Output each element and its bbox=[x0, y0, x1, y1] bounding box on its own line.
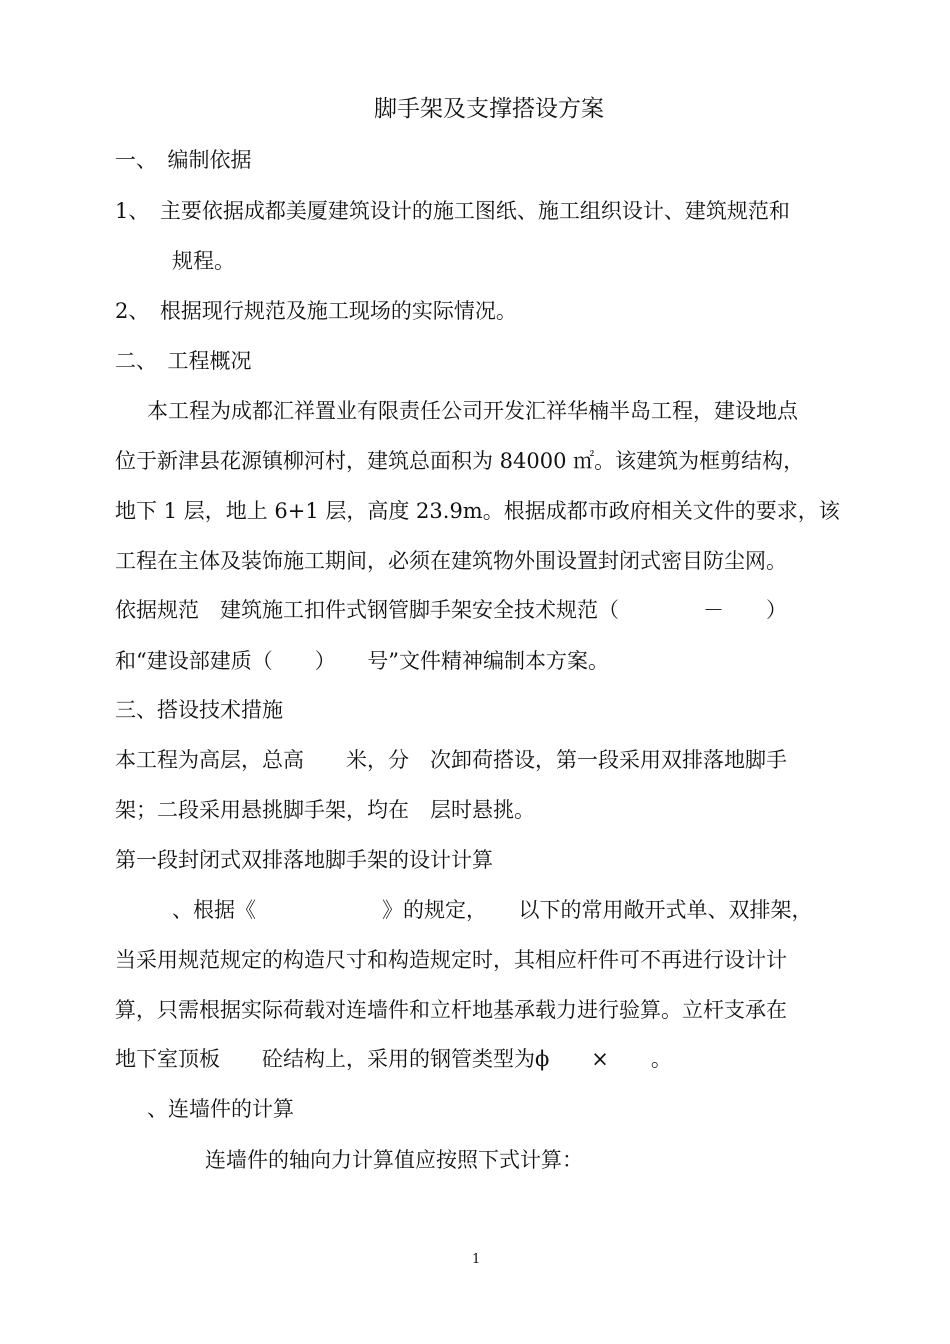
section-heading-1: 一、 编制依据 bbox=[115, 148, 252, 172]
paragraph-line: 地下室顶板 砼结构上，采用的钢管类型为ϕ × 。 bbox=[115, 1047, 672, 1071]
list-item-1-continued: 规程。 bbox=[172, 249, 235, 273]
paragraph-line: 连墙件的轴向力计算值应按照下式计算： bbox=[205, 1148, 583, 1172]
subsection-heading: 、连墙件的计算 bbox=[147, 1097, 294, 1121]
paragraph-line: 架；二段采用悬挑脚手架，均在 层时悬挑。 bbox=[115, 798, 535, 822]
paragraph-line: 当采用规范规定的构造尺寸和构造规定时，其相应杆件可不再进行设计计 bbox=[115, 948, 787, 972]
paragraph-line: 本工程为高层，总高 米，分 次卸荷搭设，第一段采用双排落地脚手 bbox=[115, 748, 787, 772]
paragraph-line: 位于新津县花源镇柳河村，建筑总面积为 84000 ㎡。该建筑为框剪结构， bbox=[115, 449, 805, 473]
paragraph-line: 、根据《 》的规定， 以下的常用敞开式单、双排架， bbox=[172, 898, 813, 922]
list-item-1: 1、 主要依据成都美厦建筑设计的施工图纸、施工组织设计、建筑规范和 bbox=[115, 199, 790, 223]
paragraph-line: 算，只需根据实际荷载对连墙件和立杆地基承载力进行验算。立杆支承在 bbox=[115, 998, 787, 1022]
paragraph-line: 和“建设部建质（ ） 号”文件精神编制本方案。 bbox=[115, 649, 609, 673]
list-item-2: 2、 根据现行规范及施工现场的实际情况。 bbox=[115, 299, 517, 323]
section-heading-3: 三、搭设技术措施 bbox=[115, 698, 283, 722]
paragraph-line: 地下 1 层，地上 6+1 层，高度 23.9m。根据成都市政府相关文件的要求，该 bbox=[115, 499, 840, 523]
document-title: 脚手架及支撑搭设方案 bbox=[374, 96, 604, 122]
paragraph-line: 本工程为成都汇祥置业有限责任公司开发汇祥华楠半岛工程，建设地点 bbox=[147, 399, 798, 423]
paragraph-line: 依据规范 建筑施工扣件式钢管脚手架安全技术规范（ － ） bbox=[115, 598, 787, 622]
section-heading-2: 二、 工程概况 bbox=[115, 349, 252, 373]
subsection-heading: 第一段封闭式双排落地脚手架的设计计算 bbox=[115, 848, 493, 872]
page-number: 1 bbox=[472, 1252, 481, 1267]
paragraph-line: 工程在主体及装饰施工期间，必须在建筑物外围设置封闭式密目防尘网。 bbox=[115, 549, 787, 573]
